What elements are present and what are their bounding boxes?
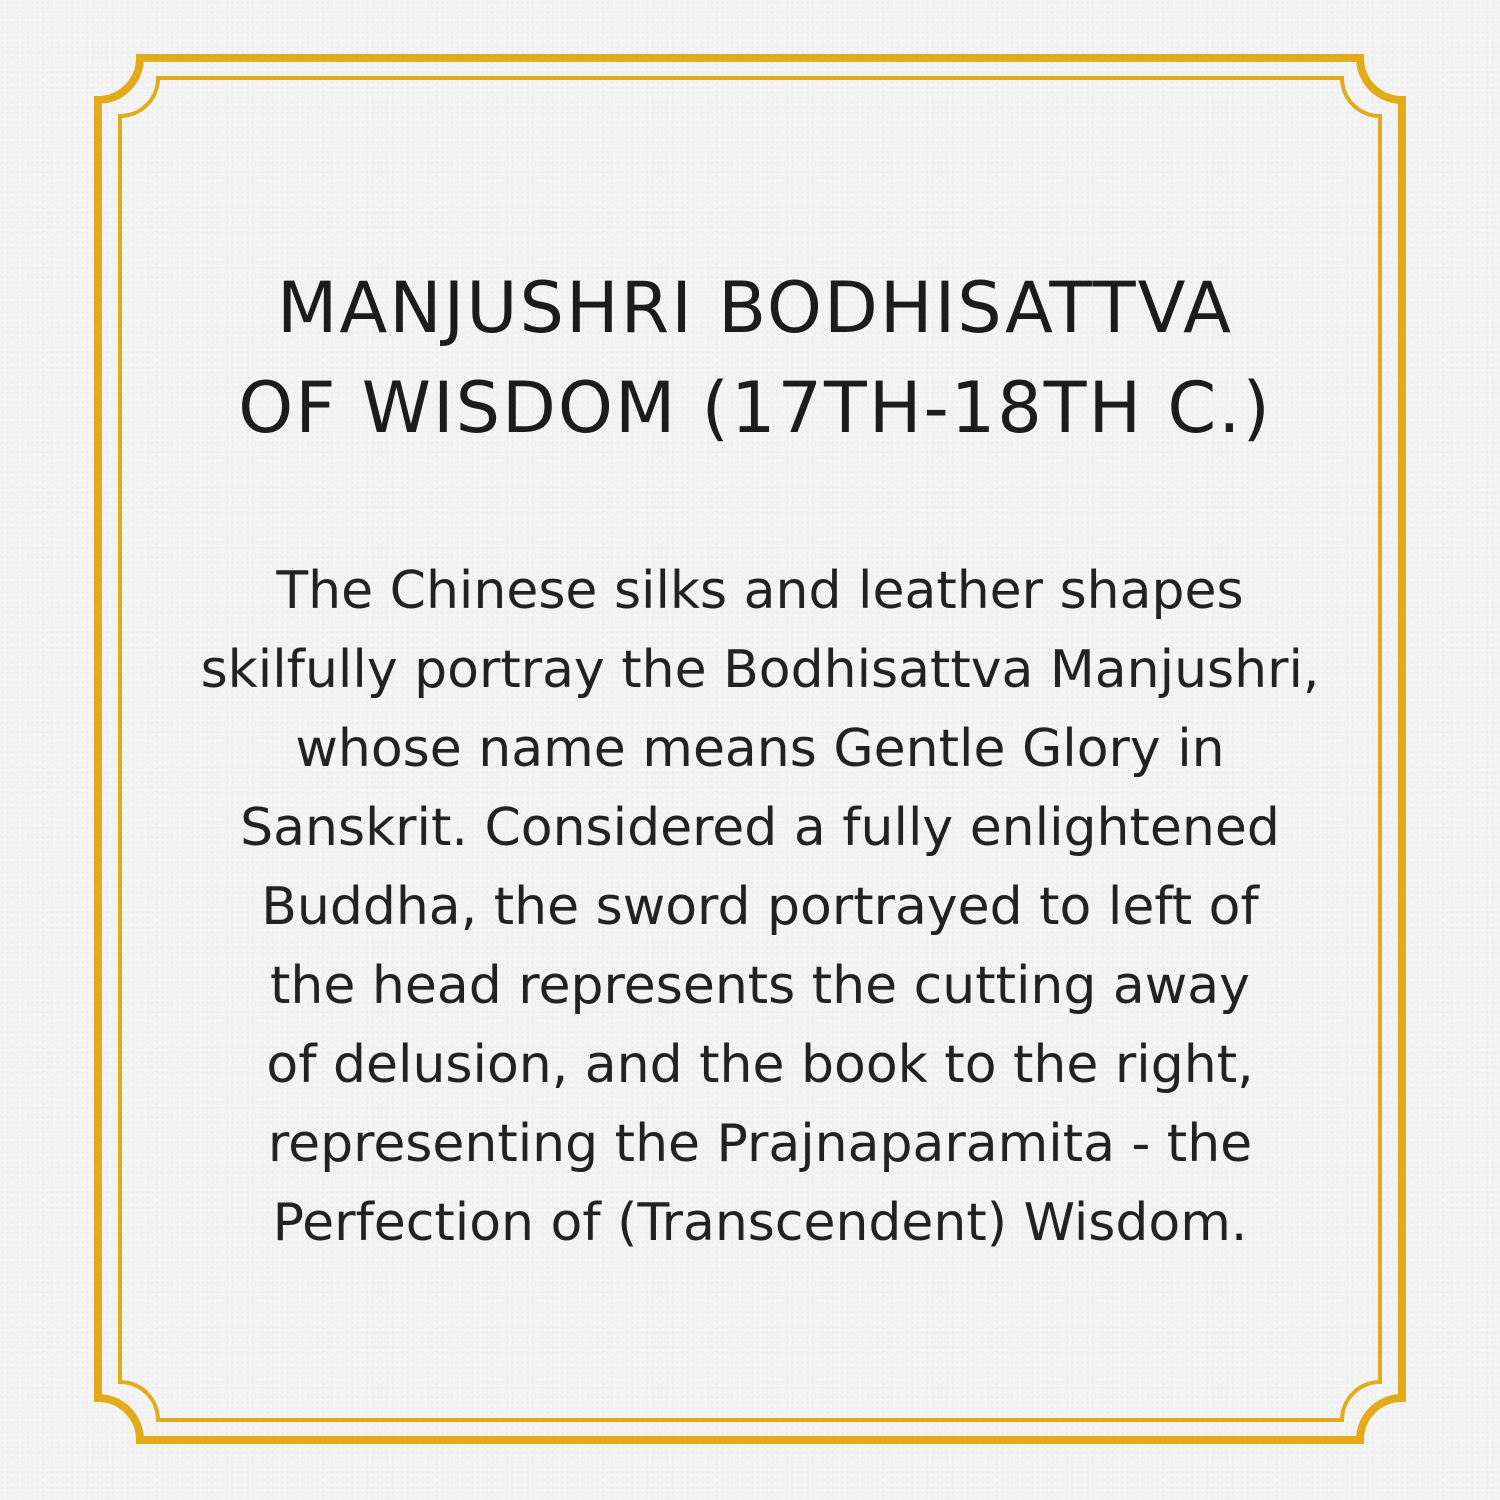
description-line: Perfection of (Transcendent) Wisdom. xyxy=(272,1193,1248,1253)
description-line: the head represents the cutting away xyxy=(270,956,1250,1016)
card-description xyxy=(130,552,1390,1263)
description-line: skilfully portray the Bodhisattva Manjushri, xyxy=(200,640,1320,700)
description-line: The Chinese silks and leather shapes xyxy=(276,561,1244,621)
description-line: Sanskrit. Considered a fully enlightened xyxy=(240,798,1280,858)
card-title-line: OF WISDOM (17TH-18TH C.) xyxy=(238,367,1272,449)
description-line: Buddha, the sword portrayed to left of xyxy=(261,877,1259,937)
description-line: representing the Prajnaparamita - the xyxy=(267,1114,1253,1174)
description-line: whose name means Gentle Glory in xyxy=(295,719,1225,779)
card-title-line: MANJUSHRI BODHISATTVA xyxy=(277,267,1233,349)
description-line: of delusion, and the book to the right, xyxy=(266,1035,1254,1095)
card-title xyxy=(130,258,1380,458)
